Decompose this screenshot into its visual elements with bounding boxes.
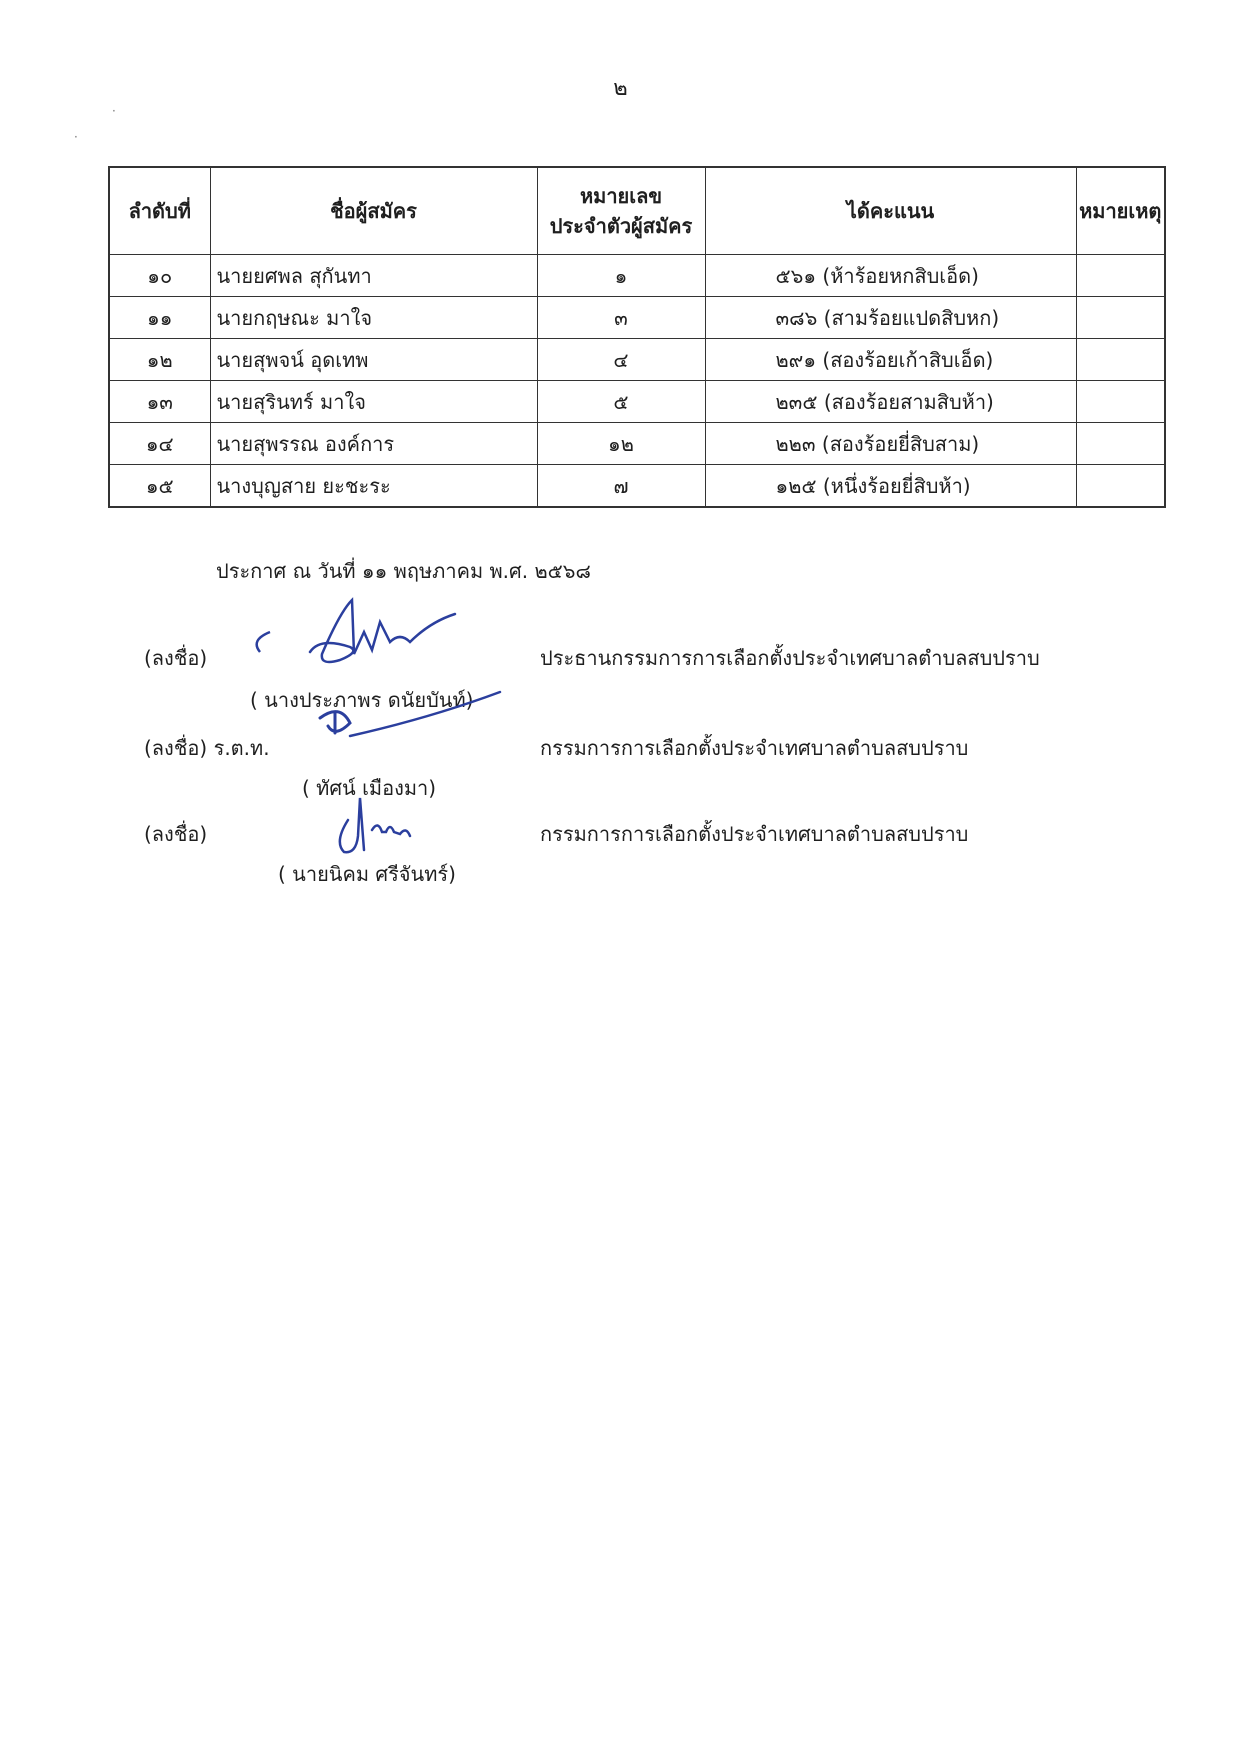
signer-name-2: ( ทัศน์ เมืองมา) — [302, 776, 437, 800]
cell-remark — [1076, 297, 1165, 339]
position-1: ประธานกรรมการการเลือกตั้งประจำเทศบาลตำบลสบปราบ — [540, 646, 1040, 670]
cell-order: ๑๒ — [109, 339, 210, 381]
cell-remark — [1076, 423, 1165, 465]
announcement-date: ประกาศ ณ วันที่ ๑๑ พฤษภาคม พ.ศ. ๒๕๖๘ — [216, 559, 591, 583]
header-candidate-number — [537, 167, 705, 255]
cell-order: ๑๐ — [109, 255, 210, 297]
cell-order: ๑๔ — [109, 423, 210, 465]
cell-name: นายยศพล สุกันทา — [210, 255, 537, 297]
cell-number: ๗ — [537, 465, 705, 508]
table-row — [109, 339, 1165, 381]
cell-remark — [1076, 381, 1165, 423]
cell-name: นางบุญสาย ยะชะระ — [210, 465, 537, 508]
cell-score: ๕๖๑ (ห้าร้อยหกสิบเอ็ด) — [705, 255, 1076, 297]
election-results-table — [108, 166, 1166, 508]
page-number: ๒ — [613, 76, 628, 101]
cell-name: นายสุรินทร์ มาใจ — [210, 381, 537, 423]
cell-score: ๓๘๖ (สามร้อยแปดสิบหก) — [705, 297, 1076, 339]
cell-name: นายสุพรรณ องค์การ — [210, 423, 537, 465]
sign-label-2: (ลงชื่อ) ร.ต.ท. — [144, 736, 270, 760]
sign-label-1: (ลงชื่อ) — [144, 646, 208, 670]
scan-speck: · — [74, 130, 78, 144]
cell-number: ๓ — [537, 297, 705, 339]
cell-name: นายกฤษณะ มาใจ — [210, 297, 537, 339]
position-2: กรรมการการเลือกตั้งประจำเทศบาลตำบลสบปราบ — [540, 736, 969, 760]
cell-remark — [1076, 465, 1165, 508]
cell-name: นายสุพจน์ อุดเทพ — [210, 339, 537, 381]
table-header-row — [109, 167, 1165, 255]
cell-score: ๒๒๓ (สองร้อยยี่สิบสาม) — [705, 423, 1076, 465]
header-number-line1: หมายเลข — [579, 184, 663, 208]
signer-name-1: ( นางประภาพร ดนัยบันท์) — [250, 688, 474, 712]
cell-score: ๒๙๑ (สองร้อยเก้าสิบเอ็ด) — [705, 339, 1076, 381]
cell-remark — [1076, 339, 1165, 381]
signature-chairman-image — [240, 592, 470, 682]
cell-number: ๔ — [537, 339, 705, 381]
table-row — [109, 297, 1165, 339]
cell-order: ๑๑ — [109, 297, 210, 339]
table-row — [109, 381, 1165, 423]
cell-number: ๕ — [537, 381, 705, 423]
signer-name-3: ( นายนิคม ศรีจันทร์) — [278, 862, 456, 886]
sign-label-3: (ลงชื่อ) — [144, 822, 208, 846]
header-name: ชื่อผู้สมัคร — [210, 167, 537, 255]
header-remark: หมายเหตุ — [1076, 167, 1165, 255]
cell-score: ๒๓๕ (สองร้อยสามสิบห้า) — [705, 381, 1076, 423]
header-number-line2: ประจำตัวผู้สมัคร — [549, 214, 693, 238]
cell-number: ๑๒ — [537, 423, 705, 465]
header-score: ได้คะแนน — [705, 167, 1076, 255]
table-row — [109, 255, 1165, 297]
cell-remark — [1076, 255, 1165, 297]
cell-number: ๑ — [537, 255, 705, 297]
cell-order: ๑๓ — [109, 381, 210, 423]
scan-speck: · — [112, 104, 116, 118]
header-order: ลำดับที่ — [109, 167, 210, 255]
signature-member-3-image — [320, 790, 450, 860]
signature-member-2-image — [300, 678, 520, 758]
position-3: กรรมการการเลือกตั้งประจำเทศบาลตำบลสบปราบ — [540, 822, 969, 846]
cell-score: ๑๒๕ (หนึ่งร้อยยี่สิบห้า) — [705, 465, 1076, 508]
table-row — [109, 423, 1165, 465]
cell-order: ๑๕ — [109, 465, 210, 508]
table-row — [109, 465, 1165, 508]
